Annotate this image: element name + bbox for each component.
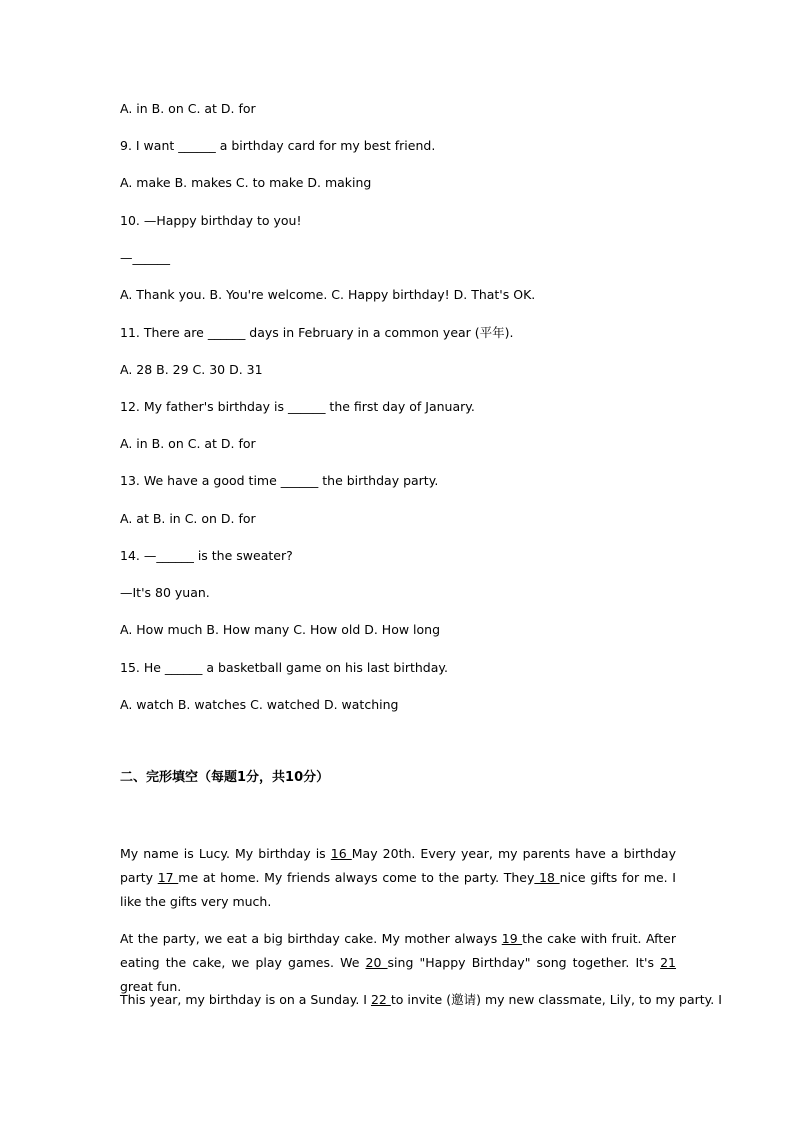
passage-text: This year, my birthday is on a Sunday. I <box>120 992 371 1007</box>
passage-text: great fun. <box>120 979 182 994</box>
passage-text: nice gifts for me. I like the gifts very much. <box>120 870 676 909</box>
q13-options: A. at B. in C. on D. for <box>120 511 256 526</box>
passage-text: My name is Lucy. My birthday is <box>120 846 331 861</box>
passage-text: sing "Happy Birthday" song together. It's <box>387 955 661 970</box>
q12-options: A. in B. on C. at D. for <box>120 436 256 451</box>
blank-16: 16 <box>330 846 352 861</box>
q11-options: A. 28 B. 29 C. 30 D. 31 <box>120 362 263 377</box>
q10-options: A. Thank you. B. You're welcome. C. Happy birthday! D. That's OK. <box>120 287 536 302</box>
q13-question: 13. We have a good time ______ the birthday party. <box>120 473 439 488</box>
passage-text: At the party, we eat a big birthday cake. My mother always <box>120 931 502 946</box>
passage-paragraph-3 <box>120 988 722 1012</box>
q14-options: A. How much B. How many C. How old D. How long <box>120 622 441 637</box>
blank-18: 18 <box>534 870 560 885</box>
section-title-cloze: 二、完形填空（每题1分，共10分） <box>120 770 330 785</box>
blank-20: 20 <box>365 955 388 970</box>
q14-question: 14. —______ is the sweater? <box>120 548 293 563</box>
passage-text: the cake with fruit. After eating the cake, we play games. We <box>120 931 676 970</box>
q15-options: A. watch B. watches C. watched D. watching <box>120 697 399 712</box>
blank-19: 19 <box>501 931 523 946</box>
q14-response: —It's 80 yuan. <box>120 585 210 600</box>
passage-text: May 20th. Every year, my parents have a birthday party <box>120 846 676 885</box>
q15-question: 15. He ______ a basketball game on his last birthday. <box>120 660 448 675</box>
q8-options: A. in B. on C. at D. for <box>120 101 256 116</box>
q12-question: 12. My father's birthday is ______ the first day of January. <box>120 399 475 414</box>
q9-options: A. make B. makes C. to make D. making <box>120 175 372 190</box>
blank-22: 22 <box>370 992 391 1007</box>
q10-response: —______ <box>120 250 170 265</box>
passage-paragraph-1 <box>120 842 676 914</box>
blank-17: 17 <box>157 870 179 885</box>
blank-21: 21 <box>660 955 677 970</box>
passage-text: me at home. My friends always come to the party. They <box>178 870 535 885</box>
q9-question: 9. I want ______ a birthday card for my best friend. <box>120 138 436 153</box>
q10-question: 10. —Happy birthday to you! <box>120 213 302 228</box>
q11-question: 11. There are ______ days in February in a common year (平年). <box>120 325 514 340</box>
passage-text: to invite (邀请) my new classmate, Lily, to my party. I <box>390 992 722 1007</box>
